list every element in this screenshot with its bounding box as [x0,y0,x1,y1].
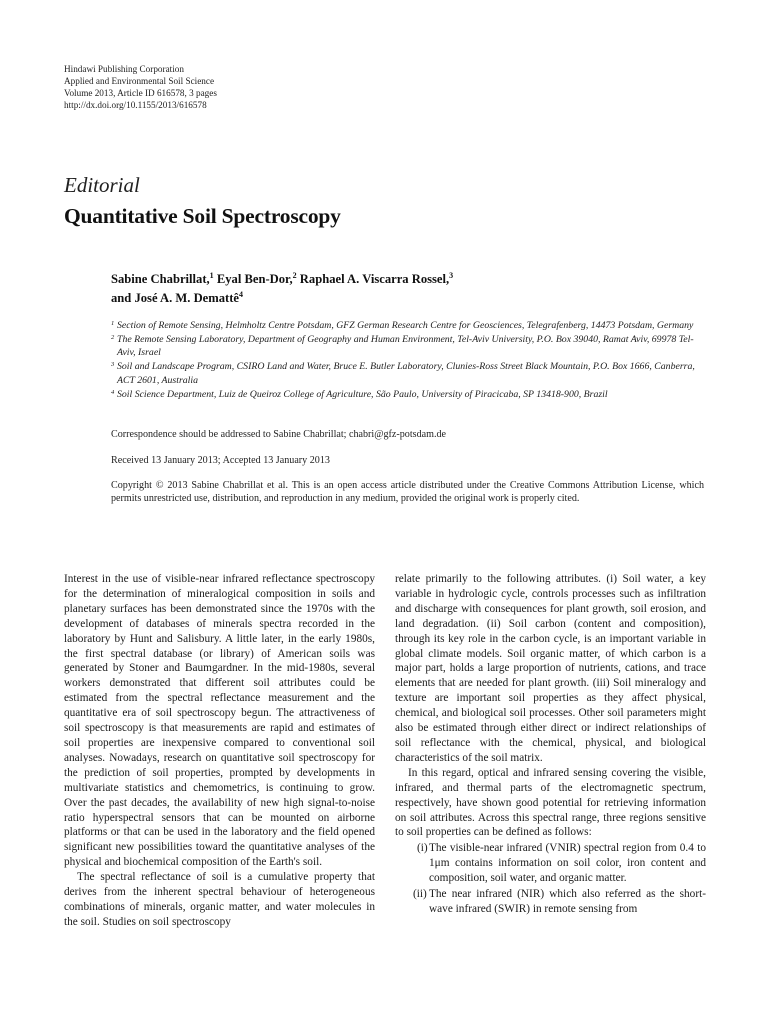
affiliation-item [111,319,711,333]
affiliation-number: 1 [111,320,115,327]
journal-header [64,63,217,111]
body-paragraph: Interest in the use of visible-near infrared reflectance spectroscopy for the determination of mineralogical composition in soils and planetary surfaces has been demonstrated since the 1970s with the development of databases of minerals spectra recorded in the laboratory by Hunt and Salisbury. A little later, in the early 1980s, the first spectral database (or library) of American soils was generated by Stoner and Baumgardner. In the mid-1980s, several workers demonstrated that different soil attributes could be estimated from the spectral reflectance measurement and the quantitative era of soil spectroscopy begun. The attractiveness of soil spectroscopy is that measurements are rapid and estimates of soil properties are inexpensive compared to conventional soil analyses. Nowadays, research on quantitative soil spectroscopy for the prediction of soil properties, prompted by developments in multivariate statistics and chemometrics, is continuing to grow. Over the past decades, the availability of new high signal-to-noise ratio hyperspectral sensors that can be mounted on airborne platforms or that can be used in the laboratory and the field opened significant new possibilities toward the quantitative analyses of the physical and biochemical composition of the Earth's soil. [64,573,375,869]
affiliation-number: 2 [111,333,115,341]
affiliation-list [111,319,711,401]
author-list [111,270,453,308]
body-paragraph: relate primarily to the following attributes. (i) Soil water, a key variable in hydrologic cycle, controls processes such as infiltration and discharge with consequences for plant growth, soil erosion, and land degradation. (ii) Soil carbon (content and composition), through its key role in the carbon cycle, is an important variable in global climate models. Soil organic matter, of which carbon is a major part, holds a large proportion of nutrients, cations, and trace elements that are needed for plant growth. (iii) Soil mineralogy and texture are important soil properties as they affect physical, chemical, and biological soil processes. Other soil parameters might also be estimated through either direct or indirect relationships of soil reflectance with the chemical, physical, and biological characteristics of the soil matrix. [395,573,706,764]
volume-info: Volume 2013, Article ID 616578, 3 pages [64,88,217,98]
affiliation-text: Soil and Landscape Program, CSIRO Land and Water, Bruce E. Butler Laboratory, Clunies-Ross Street Black Mountain, P.O. Box 1666, Canberra, ACT 2601, Australia [117,361,695,386]
affiliation-item [111,360,711,387]
author-affiliation-marker: 3 [449,271,454,280]
article-title: Quantitative Soil Spectroscopy [64,204,341,228]
received-dates: Received 13 January 2013; Accepted 13 January 2013 [111,455,330,466]
author-name: and José A. M. Demattê [111,291,240,305]
author-name: Eyal Ben-Dor, [216,272,293,286]
list-item-text: The near infrared (NIR) which also referred as the short-wave infrared (SWIR) in remote sensing from [429,888,706,915]
author-name: Sabine Chabrillat, [111,272,210,286]
section-label: Editorial [64,173,140,197]
affiliation-text: The Remote Sensing Laboratory, Department of Geography and Human Environment, Tel-Aviv University, P.O. Box 39040, Ramat Aviv, 69978 Tel-Aviv, Israel [117,333,694,359]
body-paragraph: The spectral reflectance of soil is a cumulative property that derives from the inherent spectral behaviour of heterogeneous combinations of minerals, organic matter, and water molecules in the soil. Studies on soil spectroscopy [64,871,375,928]
body-column-right [395,572,706,917]
author-affiliation-marker: 2 [292,271,297,280]
affiliation-item [111,388,711,402]
list-item-number: (i) [417,842,428,855]
list-item-number: (ii) [413,888,427,901]
author-affiliation-marker: 4 [239,290,244,299]
publisher: Hindawi Publishing Corporation [64,64,184,74]
affiliation-number: 3 [111,361,115,369]
body-column-left [64,572,375,930]
list-item-text: The visible-near infrared (VNIR) spectral region from 0.4 to 1μm contains information on soil color, iron content and composition, soil water, and organic matter. [429,842,706,885]
author-affiliation-marker: 1 [209,271,214,280]
correspondence-note: Correspondence should be addressed to Sabine Chabrillat; chabri@gfz-potsdam.de [111,429,447,440]
doi-link[interactable]: http://dx.doi.org/10.1155/2013/616578 [64,100,207,110]
affiliation-text: Section of Remote Sensing, Helmholtz Centre Potsdam, GFZ German Research Centre for Geosciences, Telegrafenberg, 14473 Potsdam, Germany [117,320,694,331]
list-item [395,841,706,886]
affiliation-number: 4 [111,388,115,396]
copyright-notice: Copyright © 2013 Sabine Chabrillat et al. This is an open access article distributed under the Creative Commons Attribution License, which permits unrestricted use, distribution, and reproduction in any medium, provided the original work is properly cited. [111,480,704,504]
author-line-1 [111,270,453,289]
affiliation-item [111,333,711,360]
list-item [395,887,706,917]
journal-name: Applied and Environmental Soil Science [64,76,215,86]
author-line-2 [111,289,453,308]
affiliation-text: Soil Science Department, Luiz de Queiroz College of Agriculture, São Paulo, University of Piracicaba, SP 13418-900, Brazil [117,388,608,400]
body-paragraph: In this regard, optical and infrared sensing covering the visible, infrared, and thermal parts of the electromagnetic spectrum, respectively, have shown good potential for retrieving information on soil attributes. Across this spectral range, three regions sensitive to soil properties can be defined as follows: [395,766,706,839]
author-name: Raphael A. Viscarra Rossel, [299,272,450,286]
